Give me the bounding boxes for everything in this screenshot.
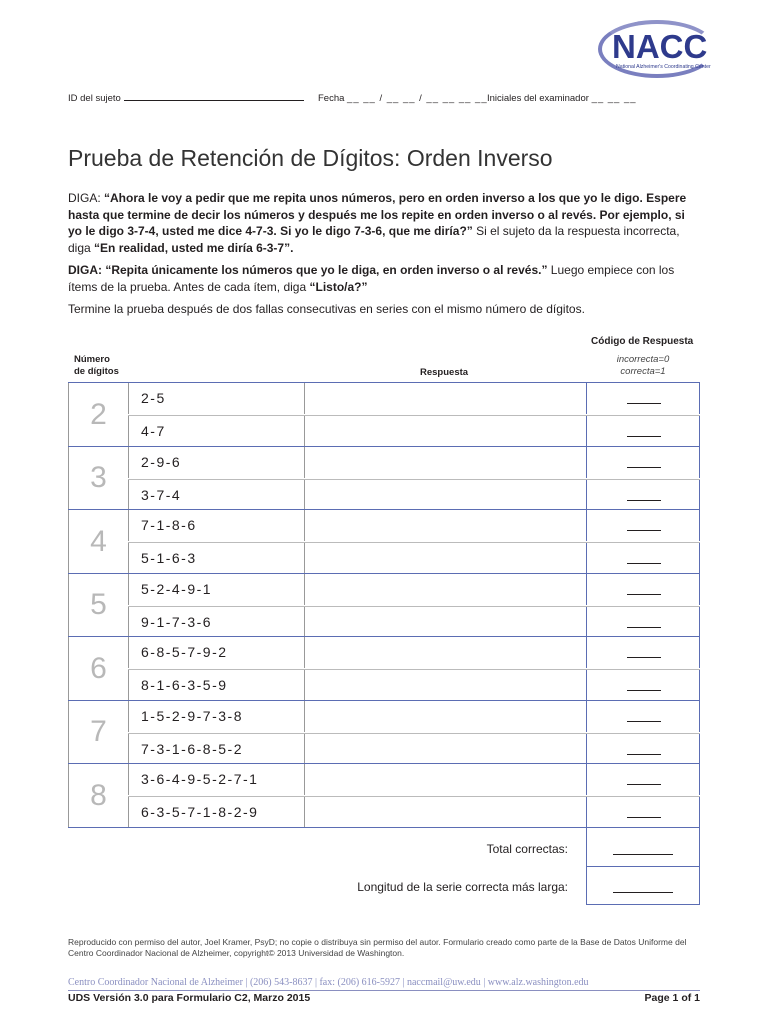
page-number: Page 1 of 1 xyxy=(644,992,700,1004)
digit-sequence: 7-3-1-6-8-5-2 xyxy=(128,734,304,765)
response-cell[interactable] xyxy=(304,543,586,574)
digit-group-2 xyxy=(68,382,700,445)
digit-sequence: 2-5 xyxy=(128,383,304,414)
digit-sequence: 5-2-4-9-1 xyxy=(128,574,304,605)
code-incorrect-legend: incorrecta=0 xyxy=(616,354,670,365)
response-cell[interactable] xyxy=(304,607,586,638)
table-row xyxy=(128,510,700,541)
response-code-cell[interactable] xyxy=(586,416,700,447)
response-code-line[interactable] xyxy=(627,657,661,658)
col-code-header: Código de Respuesta xyxy=(591,336,694,347)
digit-count: 5 xyxy=(68,574,128,637)
digit-count: 7 xyxy=(68,701,128,764)
instr2-mid: Luego empiece con los ítems de la prueba. Antes de cada ítem, diga xyxy=(68,263,675,294)
response-cell[interactable] xyxy=(304,416,586,447)
instr2-script: DIGA: “Repita únicamente los números que yo le diga, en orden inverso o al revés.” xyxy=(68,263,548,277)
response-code-cell[interactable] xyxy=(586,764,700,795)
digit-count: 8 xyxy=(68,764,128,827)
response-code-line[interactable] xyxy=(627,627,661,628)
digit-sequence: 1-5-2-9-7-3-8 xyxy=(128,701,304,732)
instruction-paragraph-3: Termine la prueba después de dos fallas consecutivas en series con el mismo número de dígitos. xyxy=(68,302,585,316)
response-code-cell[interactable] xyxy=(586,734,700,765)
digit-count: 3 xyxy=(68,447,128,510)
response-code-cell[interactable] xyxy=(586,797,700,828)
digit-count: 2 xyxy=(68,383,128,446)
response-code-line[interactable] xyxy=(627,817,661,818)
subject-id-label: ID del sujeto xyxy=(68,93,121,104)
digit-sequence: 9-1-7-3-6 xyxy=(128,607,304,638)
response-code-cell[interactable] xyxy=(586,447,700,478)
response-cell[interactable] xyxy=(304,701,586,732)
digit-group-6 xyxy=(68,636,700,699)
response-code-cell[interactable] xyxy=(586,670,700,701)
response-code-cell[interactable] xyxy=(586,383,700,414)
response-cell[interactable] xyxy=(304,797,586,828)
response-code-cell[interactable] xyxy=(586,510,700,541)
response-code-cell[interactable] xyxy=(586,543,700,574)
response-code-cell[interactable] xyxy=(586,574,700,605)
digit-sequence: 2-9-6 xyxy=(128,447,304,478)
table-row xyxy=(128,637,700,668)
response-code-line[interactable] xyxy=(627,721,661,722)
form-version: UDS Versión 3.0 para Formulario C2, Marzo 2015 xyxy=(68,992,311,1004)
response-cell[interactable] xyxy=(304,764,586,795)
response-code-line[interactable] xyxy=(627,690,661,691)
logo-subtitle: National Alzheimer's Coordinating Center xyxy=(616,64,711,70)
date-label: Fecha xyxy=(318,93,345,104)
footer-rule xyxy=(68,990,700,991)
response-cell[interactable] xyxy=(304,574,586,605)
response-code-cell[interactable] xyxy=(586,480,700,511)
digit-sequence: 4-7 xyxy=(128,416,304,447)
response-cell[interactable] xyxy=(304,734,586,765)
col-digits-line1: Número xyxy=(74,354,110,365)
instr1-mid: Si el sujeto da la respuesta incorrecta, diga xyxy=(68,224,680,255)
examiner-initials-field[interactable] xyxy=(487,93,637,104)
response-code-line[interactable] xyxy=(627,530,661,531)
permission-notice: Reproducido con permiso del autor, Joel Kramer, PsyD; no copie o distribuya sin permiso del autor. Formulario creado como parte de la Base de Datos Uniforme del Centro Coordinador Nacional de Alzheimer, copyright© 2013 Universidad de Washington. xyxy=(68,937,687,958)
instruction-paragraph-1 xyxy=(68,190,700,256)
response-code-line[interactable] xyxy=(627,467,661,468)
response-cell[interactable] xyxy=(304,383,586,414)
response-code-line[interactable] xyxy=(627,784,661,785)
contact-line: Centro Coordinador Nacional de Alzheimer | (206) 543-8637 | fax: (206) 616-5927 | naccmail@uw.edu | www.alz.washington.edu xyxy=(68,977,589,988)
response-cell[interactable] xyxy=(304,447,586,478)
response-code-line[interactable] xyxy=(627,436,661,437)
table-row xyxy=(128,606,700,637)
response-code-cell[interactable] xyxy=(586,637,700,668)
table-row xyxy=(128,542,700,573)
table-row xyxy=(128,415,700,446)
logo-wordmark: NACC xyxy=(612,28,708,65)
total-correct-line[interactable] xyxy=(613,854,673,855)
response-cell[interactable] xyxy=(304,480,586,511)
digit-count: 4 xyxy=(68,510,128,573)
response-code-line[interactable] xyxy=(627,403,661,404)
date-field[interactable] xyxy=(318,93,488,104)
instr2-ready: “Listo/a?” xyxy=(309,279,368,294)
subject-id-field[interactable] xyxy=(68,93,304,104)
table-row xyxy=(128,383,700,414)
digit-sequence: 6-3-5-7-1-8-2-9 xyxy=(128,797,304,828)
digit-sequence: 6-8-5-7-9-2 xyxy=(128,637,304,668)
table-row xyxy=(128,733,700,764)
date-blanks[interactable]: __ __ / __ __ / __ __ __ __ xyxy=(347,93,488,104)
table-row xyxy=(128,479,700,510)
digit-sequence: 8-1-6-3-5-9 xyxy=(128,670,304,701)
digit-group-4 xyxy=(68,509,700,572)
instr1-correction: “En realidad, usted me diría 6-3-7”. xyxy=(94,240,294,255)
longest-series-box[interactable] xyxy=(586,866,700,905)
response-cell[interactable] xyxy=(304,510,586,541)
nacc-logo xyxy=(592,14,752,84)
table-row xyxy=(128,796,700,827)
response-code-line[interactable] xyxy=(627,500,661,501)
examiner-label: Iniciales del examinador xyxy=(487,93,589,104)
instr1-script: “Ahora le voy a pedir que me repita unos números, pero en orden inverso a los que yo le digo. Espere hasta que termine de decir los números y después me los repite en orden inverso o al revés. Por ejemplo, si yo le digo 3-7-4, usted me dice 4-7-3. Si yo le digo 7-3-6, que me diría?” xyxy=(68,191,687,238)
longest-series-label: Longitud de la serie correcta más larga: xyxy=(357,880,568,894)
response-code-cell[interactable] xyxy=(586,701,700,732)
table-row xyxy=(128,669,700,700)
digit-sequence: 3-7-4 xyxy=(128,480,304,511)
col-digits-header xyxy=(74,354,119,378)
code-correct-legend: correcta=1 xyxy=(620,366,666,377)
table-row xyxy=(128,447,700,478)
response-code-line[interactable] xyxy=(627,594,661,595)
table-row xyxy=(128,764,700,795)
col-response-header: Respuesta xyxy=(420,367,469,378)
examiner-blanks[interactable]: __ __ __ xyxy=(591,93,637,104)
total-correct-box[interactable] xyxy=(586,827,700,867)
response-cell[interactable] xyxy=(304,670,586,701)
table-row xyxy=(128,701,700,732)
subject-id-line[interactable] xyxy=(124,100,304,101)
digit-sequence: 7-1-8-6 xyxy=(128,510,304,541)
digit-group-7 xyxy=(68,700,700,763)
digit-group-5 xyxy=(68,573,700,636)
digit-group-3 xyxy=(68,446,700,509)
digit-count: 6 xyxy=(68,637,128,700)
response-cell[interactable] xyxy=(304,637,586,668)
response-code-cell[interactable] xyxy=(586,607,700,638)
page-title: Prueba de Retención de Dígitos: Orden Inverso xyxy=(68,145,553,171)
table-row xyxy=(128,574,700,605)
response-code-line[interactable] xyxy=(627,754,661,755)
total-correct-label: Total correctas: xyxy=(486,842,568,856)
digit-sequence: 5-1-6-3 xyxy=(128,543,304,574)
digit-sequence: 3-6-4-9-5-2-7-1 xyxy=(128,764,304,795)
instr1-lead: DIGA: xyxy=(68,191,105,205)
longest-series-line[interactable] xyxy=(613,892,673,893)
col-digits-line2: de dígitos xyxy=(74,366,119,377)
instruction-paragraph-2 xyxy=(68,262,700,295)
response-code-line[interactable] xyxy=(627,563,661,564)
digit-group-8 xyxy=(68,763,700,826)
